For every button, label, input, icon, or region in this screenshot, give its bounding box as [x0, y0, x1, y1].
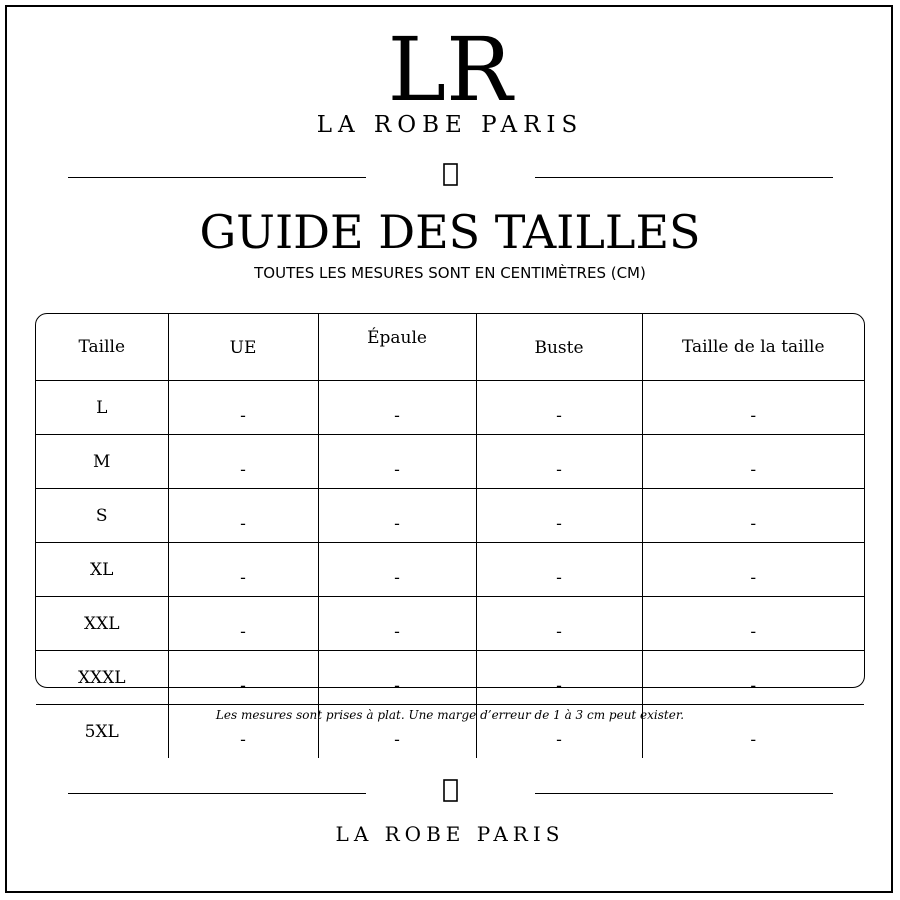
- value-cell: -: [318, 705, 476, 759]
- size-cell: XXXL: [36, 651, 168, 705]
- value-cell: -: [318, 597, 476, 651]
- value-cell: -: [642, 705, 864, 759]
- table-row: [36, 435, 864, 489]
- value-cell: -: [642, 597, 864, 651]
- divider-line-right: [535, 177, 833, 178]
- value-cell: -: [168, 597, 318, 651]
- brand-name: LA ROBE PARIS: [316, 112, 584, 138]
- page-title: GUIDE DES TAILLES: [199, 205, 701, 259]
- brand-logo: LR: [387, 18, 513, 121]
- value-cell: -: [318, 435, 476, 489]
- value-cell: -: [476, 489, 642, 543]
- size-cell: M: [36, 435, 168, 489]
- table-header-row: [36, 314, 864, 381]
- value-cell: -: [642, 435, 864, 489]
- size-cell: XL: [36, 543, 168, 597]
- value-cell: -: [476, 651, 642, 705]
- value-cell: -: [318, 489, 476, 543]
- divider-line-left: [68, 177, 366, 178]
- table-row: [36, 381, 864, 435]
- divider-line-left: [68, 793, 366, 794]
- measurement-note: Les mesures sont prises à plat. Une marge d’erreur de 1 à 3 cm peut exister.: [215, 708, 685, 722]
- value-cell: -: [168, 489, 318, 543]
- column-header: Taille: [36, 314, 168, 381]
- value-cell: -: [642, 543, 864, 597]
- table-row: [36, 489, 864, 543]
- value-cell: -: [168, 543, 318, 597]
- value-cell: -: [476, 705, 642, 759]
- table-row: [36, 651, 864, 705]
- table-row: [36, 543, 864, 597]
- missing-glyph-icon: [436, 776, 466, 806]
- column-header: Buste: [476, 314, 642, 381]
- value-cell: -: [168, 705, 318, 759]
- column-header: Épaule: [318, 314, 476, 381]
- column-header: UE: [168, 314, 318, 381]
- value-cell: -: [318, 381, 476, 435]
- value-cell: -: [168, 651, 318, 705]
- value-cell: -: [476, 381, 642, 435]
- column-header: Taille de la taille: [642, 314, 864, 381]
- value-cell: -: [168, 435, 318, 489]
- size-cell: 5XL: [36, 705, 168, 759]
- value-cell: -: [476, 435, 642, 489]
- missing-glyph-icon: [436, 160, 466, 190]
- page-subtitle: TOUTES LES MESURES SONT EN CENTIMÈTRES (CM): [254, 264, 646, 282]
- value-cell: -: [642, 489, 864, 543]
- table-row: [36, 597, 864, 651]
- value-cell: -: [168, 381, 318, 435]
- size-cell: XXL: [36, 597, 168, 651]
- value-cell: -: [476, 543, 642, 597]
- footer-brand-name: LA ROBE PARIS: [335, 822, 565, 846]
- value-cell: -: [318, 543, 476, 597]
- value-cell: -: [476, 597, 642, 651]
- divider-line-right: [535, 793, 833, 794]
- size-cell: L: [36, 381, 168, 435]
- value-cell: -: [642, 381, 864, 435]
- value-cell: -: [642, 651, 864, 705]
- value-cell: -: [318, 651, 476, 705]
- size-cell: S: [36, 489, 168, 543]
